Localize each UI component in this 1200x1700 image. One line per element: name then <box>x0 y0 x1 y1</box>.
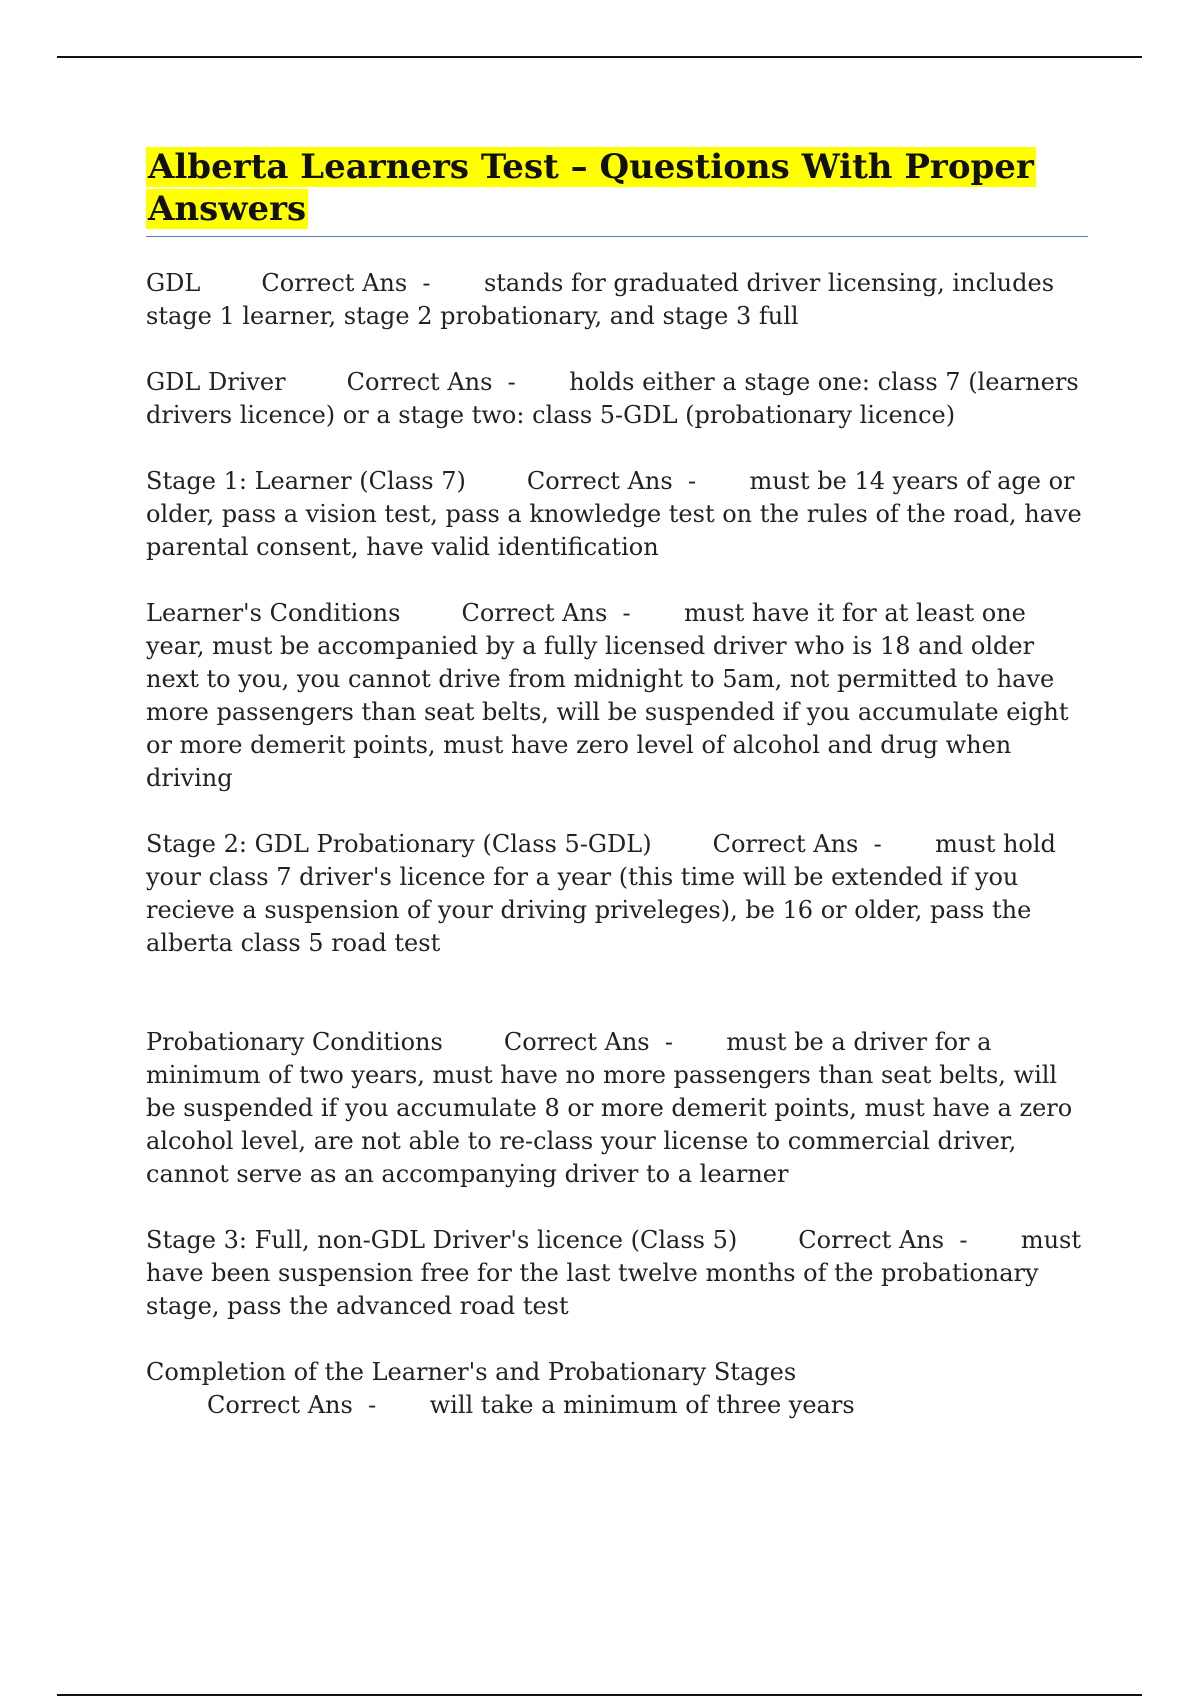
entry-answer: must hold your class 7 driver's licence for a year (this time will be extended if you recieve a suspension of your driving priveleges), be 16 or older, pass the alberta class 5 road test <box>146 830 1056 957</box>
entry-term: Learner's Conditions <box>146 599 401 627</box>
entry-term: Completion of the Learner's and Probationary Stages <box>146 1358 797 1386</box>
correct-ans-label: Correct Ans - <box>200 269 484 297</box>
entry-answer: must have been suspension free for the last twelve months of the probationary stage, pass the advanced road test <box>146 1226 1082 1320</box>
title-highlight: Alberta Learners Test – Questions With Proper Answers <box>148 147 1034 229</box>
qa-entry <box>146 366 1086 432</box>
entry-answer: must be a driver for a minimum of two years, must have no more passengers than seat belts, will be suspended if you accumulate 8 or more demerit points, must have a zero alcohol level, are not able to re-class your license to commercial driver, cannot serve as an accompanying driver to a learner <box>146 1028 1073 1188</box>
entry-answer: stands for graduated driver licensing, includes stage 1 learner, stage 2 probationary, and stage 3 full <box>146 269 1055 330</box>
entry-term: Probationary Conditions <box>146 1028 443 1056</box>
qa-entry <box>146 597 1086 795</box>
qa-entry <box>146 1026 1086 1191</box>
correct-ans-label: Correct Ans - <box>651 830 936 858</box>
footer-rule <box>57 1694 1142 1696</box>
entry-answer: will take a minimum of three years <box>429 1391 855 1419</box>
correct-ans-label: Correct Ans - <box>400 599 685 627</box>
entry-answer: must be 14 years of age or older, pass a vision test, pass a knowledge test on the rules of the road, have parental consent, have valid identification <box>146 467 1082 561</box>
qa-entry <box>146 1356 1086 1422</box>
entry-term: Stage 3: Full, non-GDL Driver's licence (Class 5) <box>146 1226 738 1254</box>
entry-term: GDL <box>146 269 201 297</box>
correct-ans-label: Correct Ans - <box>465 467 750 495</box>
correct-ans-label: Correct Ans - <box>285 368 570 396</box>
entry-term: Stage 2: GDL Probationary (Class 5-GDL) <box>146 830 652 858</box>
qa-entry <box>146 465 1086 564</box>
title-underline <box>146 236 1088 237</box>
entry-term: Stage 1: Learner (Class 7) <box>146 467 466 495</box>
correct-ans-label: Correct Ans - <box>737 1226 1021 1254</box>
document-title <box>146 146 1086 230</box>
entry-term: GDL Driver <box>146 368 286 396</box>
document-body <box>146 146 1086 1455</box>
header-rule <box>57 56 1142 58</box>
qa-entry <box>146 1224 1086 1323</box>
qa-entry <box>146 267 1086 333</box>
correct-ans-label: Correct Ans - <box>146 1391 430 1419</box>
correct-ans-label: Correct Ans - <box>442 1028 727 1056</box>
qa-entry <box>146 828 1086 960</box>
entry-answer: must have it for at least one year, must be accompanied by a fully licensed driver who is 18 and older next to you, you cannot drive from midnight to 5am, not permitted to have more passengers than seat belts, will be suspended if you accumulate eight or more demerit points, must have zero level of alcohol and drug when driving <box>146 599 1069 792</box>
entry-answer: holds either a stage one: class 7 (learners drivers licence) or a stage two: class 5-GDL (probationary licence) <box>146 368 1079 429</box>
